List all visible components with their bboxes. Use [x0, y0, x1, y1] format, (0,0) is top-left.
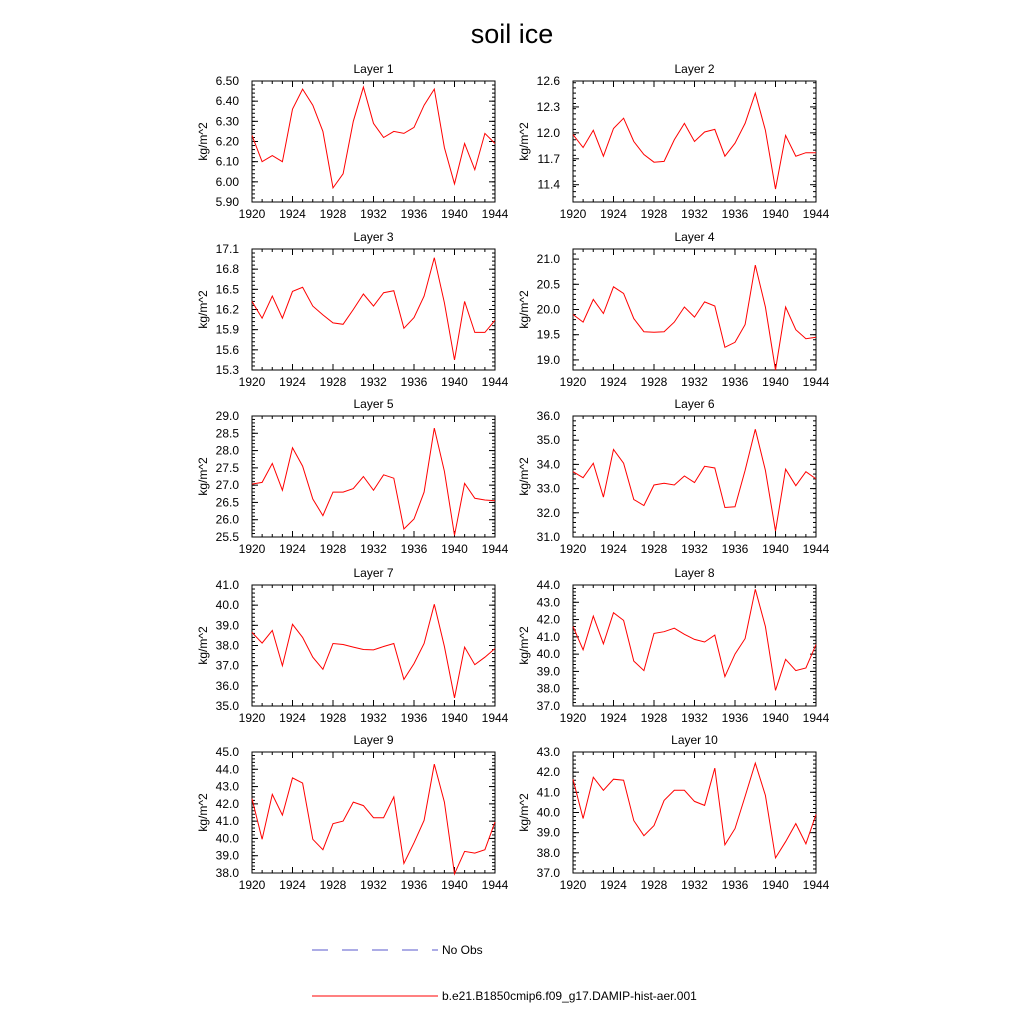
y-tick-label: 38.0 — [536, 681, 560, 696]
plot-frame — [573, 585, 816, 706]
panel-layer-9 — [196, 733, 509, 892]
x-tick-label: 1936 — [721, 711, 749, 725]
x-tick-label: 1932 — [360, 711, 387, 725]
x-tick-label: 1944 — [481, 711, 509, 725]
y-axis-label: kg/m^2 — [196, 793, 210, 832]
x-tick-label: 1940 — [762, 711, 789, 725]
y-tick-label: 37.0 — [536, 866, 560, 880]
y-tick-label: 19.5 — [536, 327, 560, 342]
y-tick-label: 5.90 — [215, 195, 239, 209]
y-tick-label: 6.10 — [215, 154, 239, 169]
panel-layer-8 — [517, 566, 830, 725]
x-tick-label: 1924 — [279, 375, 306, 389]
y-tick-label: 21.0 — [536, 252, 560, 267]
panel-layer-5 — [196, 397, 509, 556]
y-tick-label: 35.0 — [536, 433, 560, 448]
y-tick-label: 15.6 — [215, 342, 239, 357]
x-tick-label: 1936 — [721, 542, 749, 556]
x-tick-label: 1944 — [481, 207, 509, 221]
y-tick-label: 6.30 — [215, 114, 239, 129]
y-tick-label: 41.0 — [536, 629, 560, 644]
y-tick-label: 42.0 — [536, 612, 560, 627]
x-tick-label: 1940 — [441, 542, 468, 556]
x-tick-label: 1940 — [441, 375, 468, 389]
panel-title: Layer 2 — [674, 62, 715, 76]
panel-title: Layer 9 — [353, 733, 394, 747]
y-tick-label: 38.0 — [215, 638, 239, 653]
y-axis-label: kg/m^2 — [196, 626, 210, 665]
series-line — [252, 87, 495, 188]
y-tick-label: 27.0 — [215, 478, 239, 493]
y-tick-label: 44.0 — [215, 762, 239, 777]
y-tick-label: 40.0 — [536, 647, 560, 662]
panel-title: Layer 8 — [674, 566, 715, 580]
y-tick-label: 20.0 — [536, 302, 560, 317]
x-tick-label: 1936 — [400, 375, 428, 389]
y-tick-label: 28.5 — [215, 426, 239, 441]
x-tick-label: 1932 — [681, 542, 708, 556]
x-tick-label: 1928 — [319, 207, 347, 221]
x-tick-label: 1932 — [360, 542, 387, 556]
y-tick-label: 11.7 — [537, 151, 560, 166]
x-tick-label: 1944 — [802, 542, 830, 556]
y-tick-label: 43.0 — [536, 745, 560, 759]
x-tick-label: 1936 — [400, 878, 428, 892]
plot-frame — [252, 416, 495, 537]
x-tick-label: 1924 — [600, 375, 627, 389]
plot-frame — [252, 81, 495, 202]
x-tick-label: 1944 — [802, 711, 830, 725]
y-tick-label: 43.0 — [215, 779, 239, 794]
series-line — [573, 763, 816, 858]
y-tick-label: 43.0 — [536, 595, 560, 610]
x-tick-label: 1944 — [481, 542, 509, 556]
x-tick-label: 1932 — [681, 711, 708, 725]
y-tick-label: 20.5 — [536, 277, 560, 292]
y-tick-label: 19.0 — [536, 352, 560, 367]
series-line — [573, 93, 816, 189]
x-tick-label: 1924 — [600, 542, 627, 556]
y-tick-label: 6.40 — [215, 94, 239, 109]
x-tick-label: 1924 — [600, 207, 627, 221]
x-tick-label: 1936 — [400, 207, 428, 221]
series-line — [252, 764, 495, 874]
x-tick-label: 1920 — [559, 375, 587, 389]
x-tick-label: 1928 — [640, 711, 668, 725]
y-tick-label: 12.0 — [536, 125, 560, 140]
y-axis-label: kg/m^2 — [196, 457, 210, 496]
y-tick-label: 31.0 — [536, 530, 560, 544]
y-tick-label: 12.6 — [536, 74, 560, 88]
y-tick-label: 41.0 — [215, 578, 239, 592]
series-line — [573, 589, 816, 690]
x-tick-label: 1932 — [681, 207, 708, 221]
plot-frame — [573, 752, 816, 873]
x-tick-label: 1924 — [279, 207, 306, 221]
x-tick-label: 1928 — [319, 375, 347, 389]
y-tick-label: 26.5 — [215, 495, 239, 510]
x-tick-label: 1932 — [681, 878, 708, 892]
y-tick-label: 34.0 — [536, 457, 560, 472]
x-tick-label: 1940 — [762, 375, 789, 389]
y-axis-label: kg/m^2 — [517, 457, 531, 496]
y-tick-label: 40.0 — [536, 805, 560, 820]
y-tick-label: 39.0 — [536, 825, 560, 840]
y-tick-label: 15.3 — [215, 363, 239, 377]
series-line — [573, 429, 816, 531]
y-tick-label: 25.5 — [215, 530, 239, 544]
y-tick-label: 38.0 — [215, 866, 239, 880]
panel-title: Layer 6 — [674, 397, 715, 411]
panels — [196, 62, 830, 892]
y-tick-label: 16.2 — [215, 302, 239, 317]
x-tick-label: 1940 — [762, 542, 789, 556]
y-tick-label: 39.0 — [215, 848, 239, 863]
y-tick-label: 37.0 — [215, 658, 239, 673]
x-tick-label: 1920 — [559, 711, 587, 725]
legend-series-label: b.e21.B1850cmip6.f09_g17.DAMIP-hist-aer.001 — [442, 989, 697, 1003]
y-tick-label: 35.0 — [215, 699, 239, 713]
y-tick-label: 15.9 — [215, 322, 239, 337]
plot-frame — [573, 416, 816, 537]
x-tick-label: 1924 — [279, 878, 306, 892]
panel-layer-4 — [517, 230, 830, 389]
x-tick-label: 1944 — [481, 878, 509, 892]
x-tick-label: 1920 — [238, 711, 266, 725]
x-tick-label: 1940 — [762, 878, 789, 892]
y-tick-label: 44.0 — [536, 578, 560, 592]
x-tick-label: 1928 — [640, 207, 668, 221]
series-line — [252, 428, 495, 535]
x-tick-label: 1928 — [640, 375, 668, 389]
x-tick-label: 1940 — [441, 207, 468, 221]
y-tick-label: 29.0 — [215, 409, 239, 423]
panel-title: Layer 10 — [671, 733, 718, 747]
panel-title: Layer 4 — [674, 230, 715, 244]
x-tick-label: 1920 — [238, 878, 266, 892]
x-tick-label: 1920 — [238, 207, 266, 221]
y-tick-label: 16.5 — [215, 282, 239, 297]
legend-no-obs-label: No Obs — [442, 943, 483, 957]
panel-layer-3 — [196, 230, 509, 389]
y-tick-label: 38.0 — [536, 845, 560, 860]
x-tick-label: 1932 — [360, 207, 387, 221]
x-tick-label: 1936 — [400, 542, 428, 556]
y-tick-label: 41.0 — [215, 814, 239, 829]
x-tick-label: 1928 — [319, 878, 347, 892]
x-tick-label: 1932 — [360, 878, 387, 892]
panel-layer-2 — [517, 62, 830, 221]
x-tick-label: 1936 — [721, 375, 749, 389]
x-tick-label: 1920 — [238, 375, 266, 389]
series-line — [252, 604, 495, 698]
x-tick-label: 1928 — [319, 711, 347, 725]
x-tick-label: 1936 — [400, 711, 428, 725]
y-tick-label: 36.0 — [536, 409, 560, 423]
y-tick-label: 45.0 — [215, 745, 239, 759]
x-tick-label: 1940 — [441, 711, 468, 725]
y-tick-label: 33.0 — [536, 481, 560, 496]
panel-title: Layer 3 — [353, 230, 394, 244]
y-tick-label: 6.20 — [215, 134, 239, 149]
panel-layer-7 — [196, 566, 509, 725]
x-tick-label: 1928 — [640, 542, 668, 556]
x-tick-label: 1944 — [802, 207, 830, 221]
y-tick-label: 28.0 — [215, 443, 239, 458]
panel-layer-1 — [196, 62, 509, 221]
y-tick-label: 6.00 — [215, 174, 239, 189]
series-line — [573, 265, 816, 370]
y-tick-label: 16.8 — [215, 262, 239, 277]
y-tick-label: 42.0 — [215, 796, 239, 811]
x-tick-label: 1932 — [681, 375, 708, 389]
y-tick-label: 39.0 — [536, 664, 560, 679]
x-tick-label: 1940 — [762, 207, 789, 221]
x-tick-label: 1920 — [238, 542, 266, 556]
y-tick-label: 26.0 — [215, 512, 239, 527]
plot-frame — [252, 752, 495, 873]
y-axis-label: kg/m^2 — [517, 290, 531, 329]
x-tick-label: 1924 — [600, 878, 627, 892]
y-axis-label: kg/m^2 — [196, 122, 210, 161]
x-tick-label: 1920 — [559, 542, 587, 556]
y-tick-label: 32.0 — [536, 505, 560, 520]
x-tick-label: 1936 — [721, 878, 749, 892]
panel-title: Layer 5 — [353, 397, 394, 411]
y-axis-label: kg/m^2 — [517, 626, 531, 665]
x-tick-label: 1944 — [481, 375, 509, 389]
panel-layer-10 — [517, 733, 830, 892]
x-tick-label: 1924 — [600, 711, 627, 725]
y-tick-label: 39.0 — [215, 618, 239, 633]
x-tick-label: 1924 — [279, 711, 306, 725]
x-tick-label: 1944 — [802, 878, 830, 892]
plot-frame — [252, 585, 495, 706]
x-tick-label: 1944 — [802, 375, 830, 389]
y-tick-label: 37.0 — [536, 699, 560, 713]
legend — [312, 943, 697, 1003]
x-tick-label: 1920 — [559, 207, 587, 221]
y-tick-label: 40.0 — [215, 831, 239, 846]
y-tick-label: 36.0 — [215, 678, 239, 693]
panel-title: Layer 1 — [353, 62, 394, 76]
y-tick-label: 6.50 — [215, 74, 239, 88]
series-line — [252, 258, 495, 360]
y-axis-label: kg/m^2 — [196, 290, 210, 329]
y-tick-label: 27.5 — [215, 460, 239, 475]
plot-frame — [252, 249, 495, 370]
panel-title: Layer 7 — [353, 566, 394, 580]
x-tick-label: 1928 — [319, 542, 347, 556]
figure-title: soil ice — [470, 19, 554, 49]
x-tick-label: 1932 — [360, 375, 387, 389]
y-tick-label: 11.4 — [537, 177, 560, 192]
y-axis-label: kg/m^2 — [517, 793, 531, 832]
x-tick-label: 1920 — [559, 878, 587, 892]
y-axis-label: kg/m^2 — [517, 122, 531, 161]
y-tick-label: 40.0 — [215, 598, 239, 613]
y-tick-label: 17.1 — [215, 242, 239, 256]
plot-frame — [573, 249, 816, 370]
x-tick-label: 1924 — [279, 542, 306, 556]
x-tick-label: 1940 — [441, 878, 468, 892]
y-tick-label: 12.3 — [536, 99, 560, 114]
x-tick-label: 1936 — [721, 207, 749, 221]
x-tick-label: 1928 — [640, 878, 668, 892]
panel-layer-6 — [517, 397, 830, 556]
y-tick-label: 42.0 — [536, 765, 560, 780]
y-tick-label: 41.0 — [536, 785, 560, 800]
